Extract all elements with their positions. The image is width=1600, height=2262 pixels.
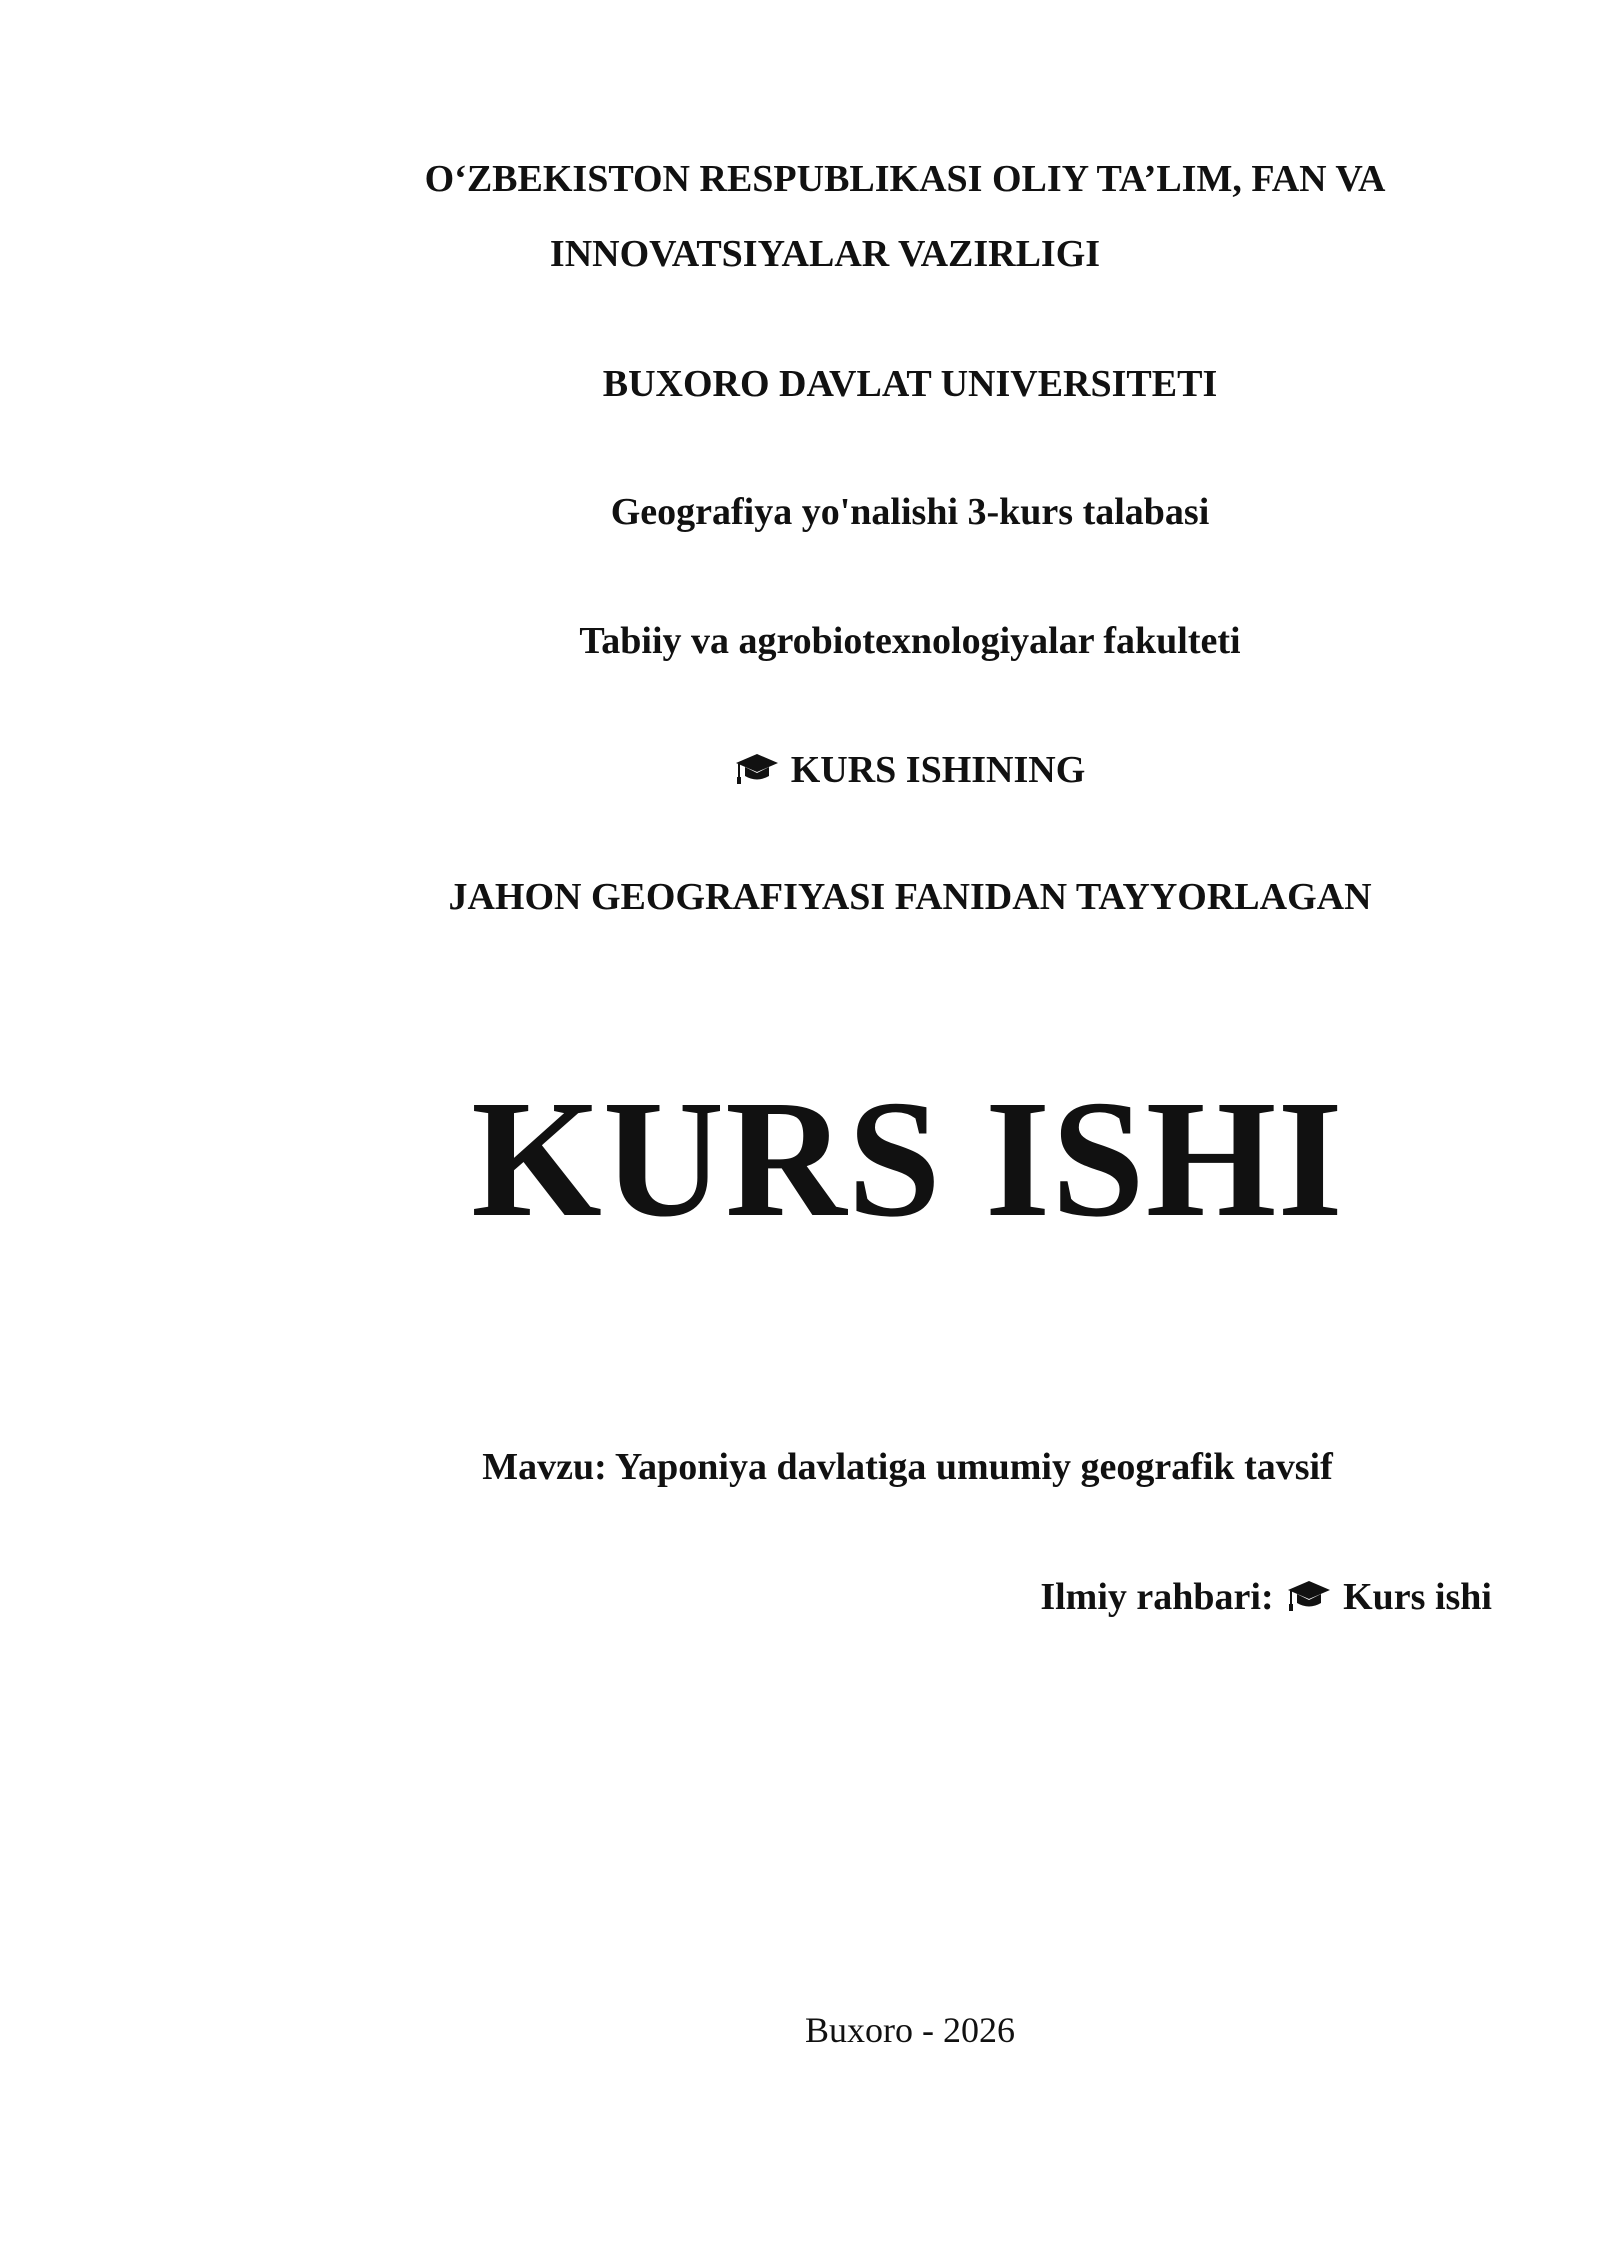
main-title: KURS ISHI: [471, 1066, 1344, 1252]
footer-place-year: Buxoro - 2026: [805, 2010, 1015, 2050]
course-heading-text: KURS ISHINING: [790, 749, 1086, 791]
ministry-line-2: INNOVATSIYALAR VAZIRLIGI: [549, 233, 1101, 275]
ministry-line-1: O‘ZBEKISTON RESPUBLIKASI OLIY TA’LIM, FAN VA: [424, 158, 1386, 200]
advisor-value: Kurs ishi: [1343, 1576, 1492, 1618]
graduation-cap-icon: [735, 750, 779, 786]
advisor-label: Ilmiy rahbari:: [1040, 1576, 1274, 1618]
topic-line: Mavzu: Yaponiya davlatiga umumiy geografik tavsif: [482, 1446, 1333, 1488]
subject-line: JAHON GEOGRAFIYASI FANIDAN TAYYORLAGAN: [448, 876, 1372, 918]
advisor-line: [1040, 1577, 1492, 1616]
graduation-cap-icon: [1287, 1577, 1331, 1613]
student-line: Geografiya yo'nalishi 3-kurs talabasi: [610, 491, 1210, 533]
course-heading: [0, 750, 1600, 789]
faculty-name: Tabiiy va agrobiotexnologiyalar fakulteti: [579, 620, 1241, 662]
university-name: BUXORO DAVLAT UNIVERSITETI: [602, 363, 1218, 405]
